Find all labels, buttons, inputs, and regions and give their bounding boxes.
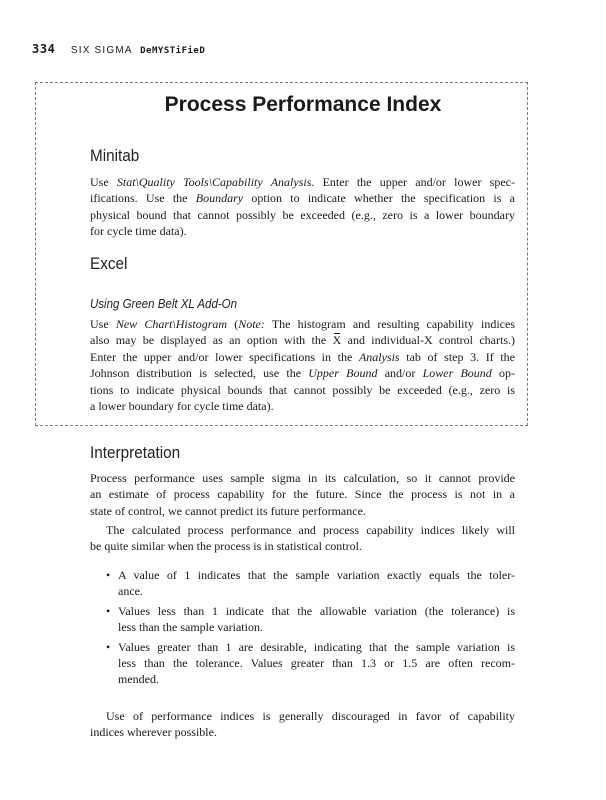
text-line: ifications. Use the Boundary option to indicate whether the specification is a	[90, 191, 515, 206]
bullet-text-line: mended.	[118, 672, 159, 687]
minitab-paragraph	[90, 174, 515, 240]
bullet-text-line: less than the tolerance. Values greater than 1.3 or 1.5 are often recom-	[118, 656, 515, 671]
text-line: Use Stat\Quality Tools\Capability Analysis. Enter the upper and/or lower spec-	[90, 175, 515, 189]
bullet-text-line: ance.	[118, 584, 143, 599]
bullet-text-line: less than the sample variation.	[118, 620, 263, 635]
text-line: Enter the upper and/or lower specifications in the Analysis tab of step 3. If the	[90, 349, 516, 364]
italic-term: New Chart\Histogram	[115, 317, 228, 331]
text-line: The calculated process performance and process capability indices likely will	[106, 523, 515, 537]
running-head	[32, 42, 205, 56]
bullet-list	[90, 567, 515, 691]
text-line: for cycle time data).	[90, 224, 187, 239]
interpretation-paragraph-3	[90, 708, 515, 741]
bullet-text-line: Values greater than 1 are desirable, indicating that the sample variation is	[118, 639, 515, 654]
series-brand: DeMYSTiFieD	[140, 46, 206, 56]
text-line: Use New Chart\Histogram (Note: The histogram and resulting capability indices	[90, 317, 516, 331]
minitab-heading: Minitab	[90, 146, 140, 165]
x-bar-symbol: X	[332, 333, 342, 348]
series-name: SIX SIGMA	[70, 45, 133, 56]
text-line: Use of performance indices is generally discouraged in favor of capability	[106, 709, 515, 723]
italic-term: Stat\Quality Tools\Capability Analysis	[116, 175, 312, 189]
bullet-text-line: A value of 1 indicates that the sample variation exactly equals the toler-	[118, 568, 515, 582]
italic-term: Note:	[238, 317, 265, 331]
text-line: physical bound that cannot possibly be exceeded (e.g., zero is a lower boundary	[90, 207, 515, 222]
italic-term: Upper Bound	[308, 366, 378, 381]
text-line: indices wherever possible.	[90, 725, 217, 740]
bullet-dot-icon: •	[106, 568, 111, 582]
text-line: Johnson distribution is selected, use the Upper Bound and/or Lower Bound op-	[90, 366, 516, 381]
page-number: 334	[32, 42, 56, 56]
italic-term: Lower Bound	[422, 366, 492, 381]
interpretation-paragraph-2	[90, 522, 515, 555]
text-line: state of control, we cannot predict its future performance.	[90, 503, 366, 518]
italic-term: Boundary	[195, 191, 244, 206]
bullet-dot-icon: •	[106, 603, 111, 618]
interpretation-heading: Interpretation	[90, 443, 181, 462]
box-title: Process Performance Index	[164, 93, 442, 116]
text-line: Process performance uses sample sigma in its calculation, so it cannot provide	[90, 471, 515, 485]
excel-paragraph	[90, 316, 515, 414]
text-line: tions to indicate physical bounds that cannot possibly be exceeded (e.g., zero is	[90, 382, 515, 397]
text-line: a lower boundary for cycle time data).	[90, 399, 274, 414]
text-line: also may be displayed as an option with the X and individual-X control charts.)	[90, 333, 515, 348]
italic-term: Analysis	[358, 349, 400, 364]
interpretation-paragraph-1	[90, 470, 515, 519]
text-line: be quite similar when the process is in statistical control.	[90, 539, 362, 554]
excel-subheading: Using Green Belt XL Add-On	[90, 297, 238, 311]
bullet-item	[90, 639, 515, 688]
bullet-item	[90, 603, 515, 636]
bullet-dot-icon: •	[106, 639, 111, 654]
excel-heading: Excel	[90, 254, 128, 273]
bullet-text-line: Values less than 1 indicate that the allowable variation (the tolerance) is	[118, 603, 515, 618]
text-line: an estimate of process capability for the future. Since the process is not in a	[90, 487, 515, 502]
bullet-item	[90, 567, 515, 600]
